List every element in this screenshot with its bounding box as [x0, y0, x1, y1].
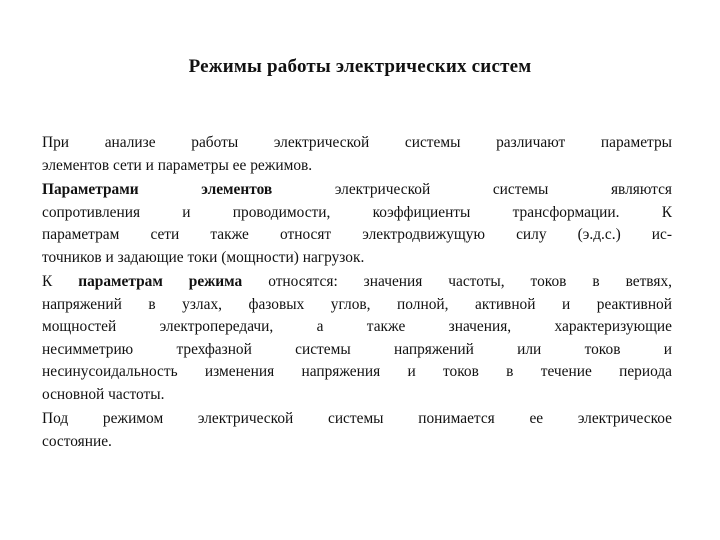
- text-run: относятся: значения частоты, токов в ветвях,: [242, 273, 672, 290]
- text-line: параметрам сети также относят электродвижущую силу (э.д.с.) ис-: [42, 226, 672, 243]
- text-run: электрической системы являются: [272, 181, 672, 198]
- text-line: несимметрию трехфазной системы напряжений или токов и: [42, 340, 672, 358]
- paragraph-3: [42, 271, 672, 406]
- text-run: К: [42, 273, 79, 290]
- paragraph-4: [42, 408, 672, 453]
- text-line: точников и задающие токи (мощности) нагрузок.: [42, 248, 365, 266]
- paragraph-1: [42, 132, 672, 177]
- slide-title: Режимы работы электрических систем: [188, 56, 532, 77]
- text-line: несинусоидальность изменения напряжения и токов в течение периода: [42, 363, 672, 380]
- text-line: основной частоты.: [42, 385, 165, 403]
- bold-term: параметрам режима: [78, 273, 243, 290]
- text-line: [42, 179, 672, 202]
- text-line: состояние.: [42, 432, 112, 450]
- text-line: сопротивления и проводимости, коэффициенты трансформации. К: [42, 203, 672, 221]
- text-line: Под режимом электрической системы понимается ее электрическое: [42, 410, 672, 427]
- text-line: напряжений в узлах, фазовых углов, полной, активной и реактивной: [42, 295, 672, 313]
- text-line: элементов сети и параметры ее режимов.: [42, 156, 313, 174]
- text-line: мощностей электропередачи, а также значения, характеризующие: [42, 318, 672, 335]
- text-line: [42, 271, 672, 294]
- text-line: При анализе работы электрической системы различают параметры: [42, 134, 672, 151]
- slide-body: [42, 132, 672, 453]
- paragraph-2: [42, 179, 672, 269]
- bold-term: Параметрами элементов: [42, 181, 273, 198]
